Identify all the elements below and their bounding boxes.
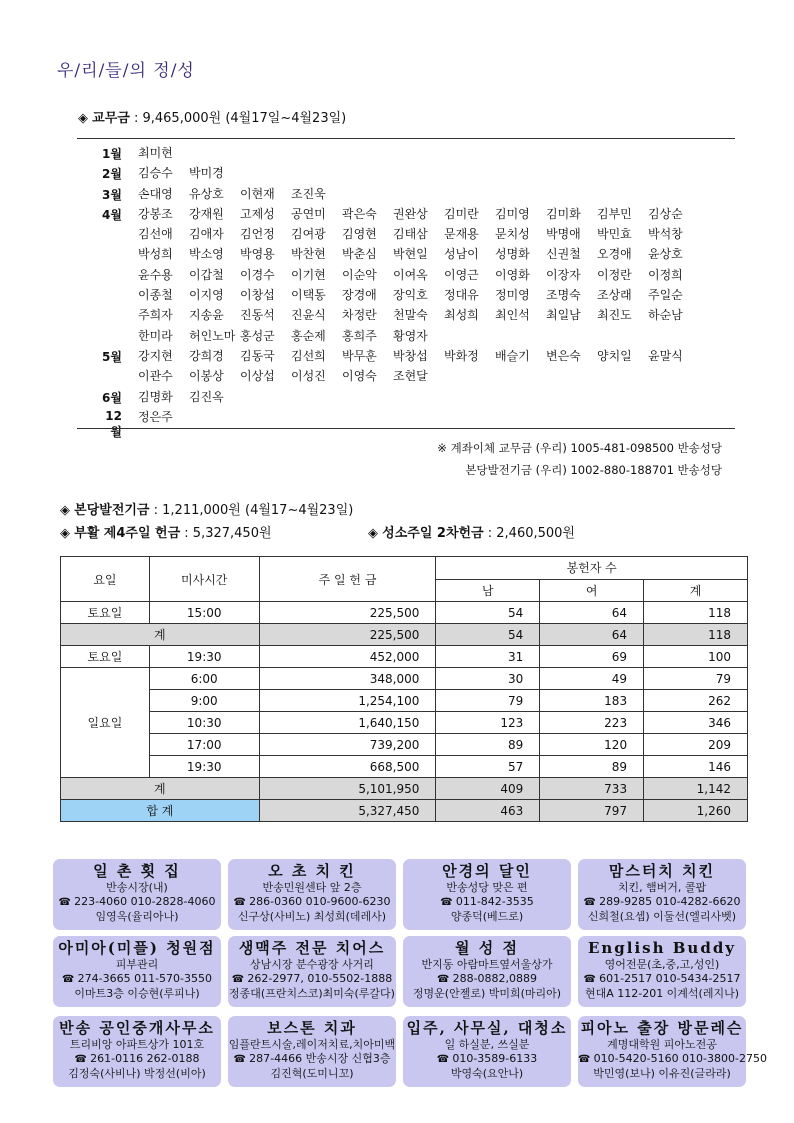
- donor-name: 박현일: [393, 247, 428, 262]
- donor-name: 곽은숙: [342, 206, 377, 221]
- ad-line: 이마트3층 이승현(루피나): [74, 987, 200, 1000]
- cell-total: 118: [644, 624, 748, 646]
- donor-name: 이장자: [546, 267, 581, 282]
- donor-name: 박무훈: [342, 349, 377, 363]
- ad-line: 피부관리: [115, 958, 159, 971]
- easter-label: 부활 제4주일 헌금: [74, 526, 181, 541]
- ad-line: 신구상(사비노) 최성희(데레사): [237, 910, 387, 923]
- donor-name: 장경애: [342, 288, 377, 303]
- bondang-label: 본당발전기금: [74, 503, 150, 518]
- bondang-value: : 1,211,000원 (4월17~4월23일): [149, 503, 354, 518]
- donor-name: 고제성: [240, 206, 275, 221]
- donor-name: 황영자: [393, 328, 428, 343]
- donor-name: 김여광: [291, 227, 326, 242]
- ad-phone: ☎ 288-0882,0889: [403, 972, 571, 987]
- donor-name: 조진욱: [291, 186, 326, 201]
- gyomu-heading: [78, 107, 346, 126]
- ad-phone: ☎ 223-4060 010-2828-4060: [53, 895, 221, 910]
- cell-male: 30: [436, 668, 540, 690]
- donor-name: 이성진: [291, 369, 326, 384]
- cell-male: 89: [436, 734, 540, 756]
- donor-name: 문치성: [495, 227, 530, 242]
- cell-time: 9:00: [149, 690, 259, 712]
- ad-line: 반송민원센타 앞 2층: [262, 881, 362, 894]
- donor-name: 박석창: [648, 227, 683, 242]
- donor-name: 이기현: [291, 267, 326, 282]
- cell-day: 일요일: [61, 668, 150, 778]
- ad-phone: ☎ 274-3665 011-570-3550: [53, 972, 221, 987]
- cell-label: 계: [61, 778, 260, 800]
- donor-name: 허인노마: [189, 328, 236, 343]
- ad-card: [578, 859, 746, 930]
- ad-card: [403, 936, 571, 1007]
- ad-card: [228, 859, 396, 930]
- cell-amount: 1,254,100: [259, 690, 436, 712]
- cell-time: 19:30: [149, 756, 259, 778]
- account-line-2: 본당발전기금 (우리) 1002-880-188701 반송성당: [465, 463, 722, 477]
- ad-phone: ☎ 262-2977, 010-5502-1888: [228, 972, 396, 987]
- vocation-label: 성소주일 2차헌금: [382, 526, 484, 541]
- cell-male: 409: [436, 778, 540, 800]
- month-label: 1월: [102, 147, 122, 161]
- donor-name: 이정희: [648, 267, 683, 282]
- ad-line: 현대A 112-201 이계석(레지나): [584, 987, 740, 1000]
- donor-name: 강재원: [189, 206, 224, 221]
- donor-name: 손대영: [138, 186, 173, 201]
- cell-male: 123: [436, 712, 540, 734]
- ad-line: 김정숙(사비나) 박정선(비아): [68, 1067, 206, 1080]
- donor-name: 이영화: [495, 267, 530, 282]
- table-row: [61, 668, 748, 690]
- month-names: [138, 184, 738, 204]
- cell-amount: 348,000: [259, 668, 436, 690]
- ad-phone: ☎ 010-3589-6133: [403, 1052, 571, 1067]
- cell-time: 19:30: [149, 646, 259, 668]
- header-total: 계: [644, 579, 748, 602]
- cell-amount: 225,500: [259, 624, 436, 646]
- easter-heading: [60, 522, 272, 541]
- name-row: [138, 285, 738, 305]
- donor-name: 홍희주: [342, 328, 377, 343]
- month-names: [138, 163, 738, 183]
- donor-name: 신권철: [546, 247, 581, 262]
- donor-name: 김언정: [240, 227, 275, 242]
- ad-title: 일 촌 횟 집: [93, 862, 181, 880]
- header-day: 요일: [61, 557, 150, 602]
- cell-amount: 225,500: [259, 602, 436, 624]
- diamond-icon: ◈: [60, 503, 75, 518]
- ad-line: 치킨, 햄버거, 콜팝: [617, 881, 707, 894]
- donor-name: 이영근: [444, 267, 479, 282]
- name-row: [138, 407, 738, 427]
- cell-label: 합 계: [61, 800, 260, 822]
- donor-name: 권완상: [393, 206, 428, 221]
- page-title: 우/리/들/의 정/성: [57, 61, 195, 81]
- cell-total: 79: [644, 668, 748, 690]
- cell-day: 토요일: [61, 646, 150, 668]
- cell-total: 146: [644, 756, 748, 778]
- donor-name: 유상호: [189, 186, 224, 201]
- donor-name: 성명화: [495, 247, 530, 262]
- donor-name: 배슬기: [495, 349, 530, 363]
- name-row: [138, 265, 738, 285]
- donor-name: 김태삼: [393, 227, 428, 242]
- ad-line: 양종덕(베드로): [450, 910, 524, 923]
- ad-card: [53, 936, 221, 1007]
- ad-line: 반송성당 맞은 편: [446, 881, 528, 894]
- donor-name: 윤말식: [648, 349, 683, 363]
- cell-day: 토요일: [61, 602, 150, 624]
- donor-name: 박춘심: [342, 247, 377, 262]
- donor-name: 이현재: [240, 186, 275, 201]
- ad-card: [53, 859, 221, 930]
- donor-name: 조상래: [597, 288, 632, 303]
- ad-line: 반지동 아람마트옆서울상가: [421, 958, 553, 971]
- cell-time: 17:00: [149, 734, 259, 756]
- divider-top: [77, 138, 735, 139]
- donor-name: 김미화: [546, 206, 581, 221]
- donor-name: 정미영: [495, 288, 530, 303]
- donor-name: 김상순: [648, 206, 683, 221]
- table-row: [61, 756, 748, 778]
- table-row: [61, 690, 748, 712]
- ad-title: 맘스터치 치킨: [608, 862, 716, 880]
- name-row: [138, 184, 738, 204]
- ad-title: 피아노 출장 방문레슨: [580, 1019, 744, 1037]
- ad-title: 입주, 사무실, 대청소: [406, 1019, 568, 1037]
- ad-line: 트리비앙 아파트상가 101호: [69, 1038, 205, 1051]
- month-names: [138, 204, 738, 346]
- donor-name: 이경수: [240, 267, 275, 282]
- donor-name: 이상섭: [240, 369, 275, 384]
- ad-title: English Buddy: [587, 939, 737, 957]
- ad-card: [228, 936, 396, 1007]
- ad-line: 정명운(안젤로) 박미희(마리아): [412, 987, 562, 1000]
- ad-line: 정종대(프란치스코)최미숙(루갈다): [229, 987, 395, 1000]
- donor-name: 김선애: [138, 227, 173, 242]
- name-row: [138, 204, 738, 224]
- name-row: [138, 346, 738, 366]
- donor-name: 한미라: [138, 328, 173, 343]
- cell-male: 54: [436, 602, 540, 624]
- offering-table: [60, 556, 748, 822]
- easter-value: : 5,327,450원: [180, 526, 272, 541]
- donor-name: 최진도: [597, 308, 632, 323]
- ad-card: [578, 1016, 767, 1087]
- donor-name: 김애자: [189, 227, 224, 242]
- ad-line: 반송시장(내): [106, 881, 168, 894]
- ad-line: 상남시장 분수광장 사거리: [250, 958, 374, 971]
- donor-name: 김동국: [240, 349, 275, 363]
- ad-card: [403, 859, 571, 930]
- cell-female: 223: [540, 712, 644, 734]
- donor-name: 윤수용: [138, 267, 173, 282]
- donor-name: 차정란: [342, 308, 377, 323]
- donor-name: 김승수: [138, 166, 173, 181]
- donor-name: 이택동: [291, 288, 326, 303]
- donor-name: 박영용: [240, 247, 275, 262]
- donor-name: 박민효: [597, 227, 632, 242]
- cell-total: 100: [644, 646, 748, 668]
- cell-amount: 452,000: [259, 646, 436, 668]
- ad-phone: ☎ 286-0360 010-9600-6230: [228, 895, 396, 910]
- cell-male: 463: [436, 800, 540, 822]
- month-label: 6월: [102, 390, 122, 405]
- cell-female: 183: [540, 690, 644, 712]
- ad-title: 보스톤 치과: [267, 1019, 357, 1037]
- donor-name: 장익호: [393, 288, 428, 303]
- donor-name: 지송윤: [189, 308, 224, 323]
- ad-line: 계명대학원 피아노전공: [607, 1038, 717, 1051]
- gyomu-value: : 9,465,000원 (4월17일~4월23일): [129, 111, 347, 126]
- donor-name: 강봉조: [138, 206, 173, 221]
- donor-name: 최성희: [444, 308, 479, 323]
- cell-total: 262: [644, 690, 748, 712]
- donor-name: 천말숙: [393, 308, 428, 323]
- donor-name: 김영현: [342, 227, 377, 242]
- donor-name: 강지현: [138, 349, 173, 363]
- ad-phone: ☎ 010-5420-5160 010-3800-2750: [578, 1052, 746, 1067]
- donor-name: 성남이: [444, 247, 479, 262]
- donor-name: 이순악: [342, 267, 377, 282]
- cell-label: 계: [61, 624, 260, 646]
- cell-female: 120: [540, 734, 644, 756]
- donor-name: 이정란: [597, 267, 632, 282]
- ad-phone: ☎ 011-842-3535: [403, 895, 571, 910]
- donor-name: 이지영: [189, 288, 224, 303]
- donor-name: 이창섭: [240, 288, 275, 303]
- month-label: 4월: [102, 207, 122, 222]
- donor-name: 정은주: [138, 409, 173, 424]
- cell-amount: 1,640,150: [259, 712, 436, 734]
- month-label: 12월: [105, 408, 122, 439]
- name-row: [138, 163, 738, 183]
- cell-male: 57: [436, 756, 540, 778]
- ad-phone: ☎ 287-4466 반송시장 신협3층: [228, 1052, 396, 1067]
- cell-male: 54: [436, 624, 540, 646]
- month-label: 3월: [102, 187, 122, 202]
- vocation-heading: [368, 522, 575, 541]
- donor-name: 김미란: [444, 206, 479, 221]
- name-row: [138, 326, 738, 346]
- donor-name: 하순남: [648, 308, 683, 323]
- ad-title: 월 성 점: [455, 939, 519, 957]
- ad-line: 임영옥(율리아나): [95, 910, 179, 923]
- gyomu-label: 교무금: [92, 111, 130, 126]
- month-names: [138, 407, 738, 427]
- ad-title: 아미아(미플) 청원점: [58, 939, 216, 957]
- cell-total: 209: [644, 734, 748, 756]
- ad-phone: ☎ 601-2517 010-5434-2517: [578, 972, 746, 987]
- donor-name: 이갑철: [189, 267, 224, 282]
- name-row: [138, 244, 738, 264]
- table-row: [61, 646, 748, 668]
- donor-name: 홍성군: [240, 328, 275, 343]
- donor-name: 최일남: [546, 308, 581, 323]
- cell-amount: 668,500: [259, 756, 436, 778]
- ad-line: 임플란트시술,레이저치료,치아미백: [228, 1038, 396, 1051]
- ad-title: 안경의 달인: [442, 862, 532, 880]
- donor-name: 박미경: [189, 166, 224, 181]
- donor-name: 강희경: [189, 349, 224, 363]
- table-row: [61, 602, 748, 624]
- table-row: [61, 734, 748, 756]
- cell-total: 118: [644, 602, 748, 624]
- table-row: [61, 712, 748, 734]
- ad-card: [228, 1016, 396, 1087]
- cell-female: 69: [540, 646, 644, 668]
- donor-name: 공연미: [291, 206, 326, 221]
- ad-line: 일 하실분, 쓰실분: [444, 1038, 530, 1051]
- donor-name: 김선희: [291, 349, 326, 363]
- ad-card: [403, 1016, 571, 1087]
- month-names: [138, 346, 738, 387]
- cell-female: 89: [540, 756, 644, 778]
- donor-name: 조명숙: [546, 288, 581, 303]
- cell-total: 346: [644, 712, 748, 734]
- donor-name: 주희자: [138, 308, 173, 323]
- cell-female: 797: [540, 800, 644, 822]
- ad-line: 김진혁(도미니꼬): [270, 1067, 354, 1080]
- diamond-icon: ◈: [60, 526, 75, 541]
- donor-name: 박창섭: [393, 349, 428, 363]
- header-donors: 봉헌자 수: [436, 557, 748, 580]
- header-male: 남: [436, 579, 540, 602]
- diamond-icon: ◈: [78, 111, 93, 126]
- cell-female: 49: [540, 668, 644, 690]
- ad-line: 신희철(요셉) 이둘선(엘리사벳): [587, 910, 737, 923]
- donor-name: 김명화: [138, 389, 173, 404]
- cell-female: 64: [540, 602, 644, 624]
- ad-title: 생맥주 전문 치어스: [238, 939, 386, 957]
- header-female: 여: [540, 579, 644, 602]
- name-row: [138, 143, 738, 163]
- donor-name: 문재용: [444, 227, 479, 242]
- donor-name: 윤상호: [648, 247, 683, 262]
- month-label: 5월: [102, 350, 122, 364]
- donor-name: 진동석: [240, 308, 275, 323]
- diamond-icon: ◈: [368, 526, 383, 541]
- donor-name: 최인석: [495, 308, 530, 323]
- cell-amount: 739,200: [259, 734, 436, 756]
- ad-title: 반송 공인중개사무소: [59, 1019, 215, 1037]
- donor-name: 박찬현: [291, 247, 326, 262]
- cell-amount: 5,327,450: [259, 800, 436, 822]
- month-label: 2월: [102, 167, 122, 182]
- bondang-heading: [60, 499, 353, 518]
- ad-card: [53, 1016, 221, 1087]
- name-row: [138, 387, 738, 407]
- donor-name: 이종철: [138, 288, 173, 303]
- donor-name: 김부민: [597, 206, 632, 221]
- ad-phone: ☎ 261-0116 262-0188: [53, 1052, 221, 1067]
- cell-time: 10:30: [149, 712, 259, 734]
- table-row-subtotal: [61, 778, 748, 800]
- divider-bottom: [77, 428, 735, 429]
- cell-amount: 5,101,950: [259, 778, 436, 800]
- cell-female: 733: [540, 778, 644, 800]
- name-row: [138, 305, 738, 325]
- ad-line: 박민영(보나) 이유진(글라라): [593, 1067, 731, 1080]
- donor-name: 오경애: [597, 247, 632, 262]
- month-names: [138, 143, 738, 163]
- table-row-subtotal: [61, 624, 748, 646]
- donor-name: 변은숙: [546, 349, 581, 363]
- header-time: 미사시간: [149, 557, 259, 602]
- name-row: [138, 366, 738, 386]
- cell-time: 6:00: [149, 668, 259, 690]
- cell-male: 31: [436, 646, 540, 668]
- ad-phone: ☎ 289-9285 010-4282-6620: [578, 895, 746, 910]
- vocation-value: : 2,460,500원: [483, 526, 575, 541]
- donor-name: 진윤식: [291, 308, 326, 323]
- month-names: [138, 387, 738, 407]
- cell-total: 1,260: [644, 800, 748, 822]
- ad-line: 영어전문(초,중,고,성인): [604, 958, 720, 971]
- donor-name: 김미영: [495, 206, 530, 221]
- donor-name: 최미현: [138, 146, 173, 160]
- donor-name: 이영숙: [342, 369, 377, 384]
- donor-name: 양치일: [597, 349, 632, 363]
- donor-name: 조현달: [393, 369, 428, 384]
- donor-name: 김진옥: [189, 389, 224, 404]
- donor-name: 박성희: [138, 247, 173, 262]
- header-amount: 주 일 헌 금: [259, 557, 436, 602]
- cell-total: 1,142: [644, 778, 748, 800]
- account-line-1: ※ 계좌이체 교무금 (우리) 1005-481-098500 반송성당: [437, 441, 722, 455]
- donor-name: 홍순제: [291, 328, 326, 343]
- ad-line: 박영숙(요안나): [450, 1067, 524, 1080]
- donor-name: 박화정: [444, 349, 479, 363]
- cell-time: 15:00: [149, 602, 259, 624]
- ad-card: [578, 936, 746, 1007]
- donor-name: 박소영: [189, 247, 224, 262]
- table-row-grand-total: [61, 800, 748, 822]
- cell-female: 64: [540, 624, 644, 646]
- donor-name: 주일순: [648, 288, 683, 303]
- ad-title: 오 초 치 킨: [268, 862, 356, 880]
- donor-name: 이봉상: [189, 369, 224, 384]
- donor-name: 정대유: [444, 288, 479, 303]
- donor-name: 박명애: [546, 227, 581, 242]
- donor-name: 이여옥: [393, 267, 428, 282]
- donor-name: 이관수: [138, 369, 173, 384]
- cell-male: 79: [436, 690, 540, 712]
- name-row: [138, 224, 738, 244]
